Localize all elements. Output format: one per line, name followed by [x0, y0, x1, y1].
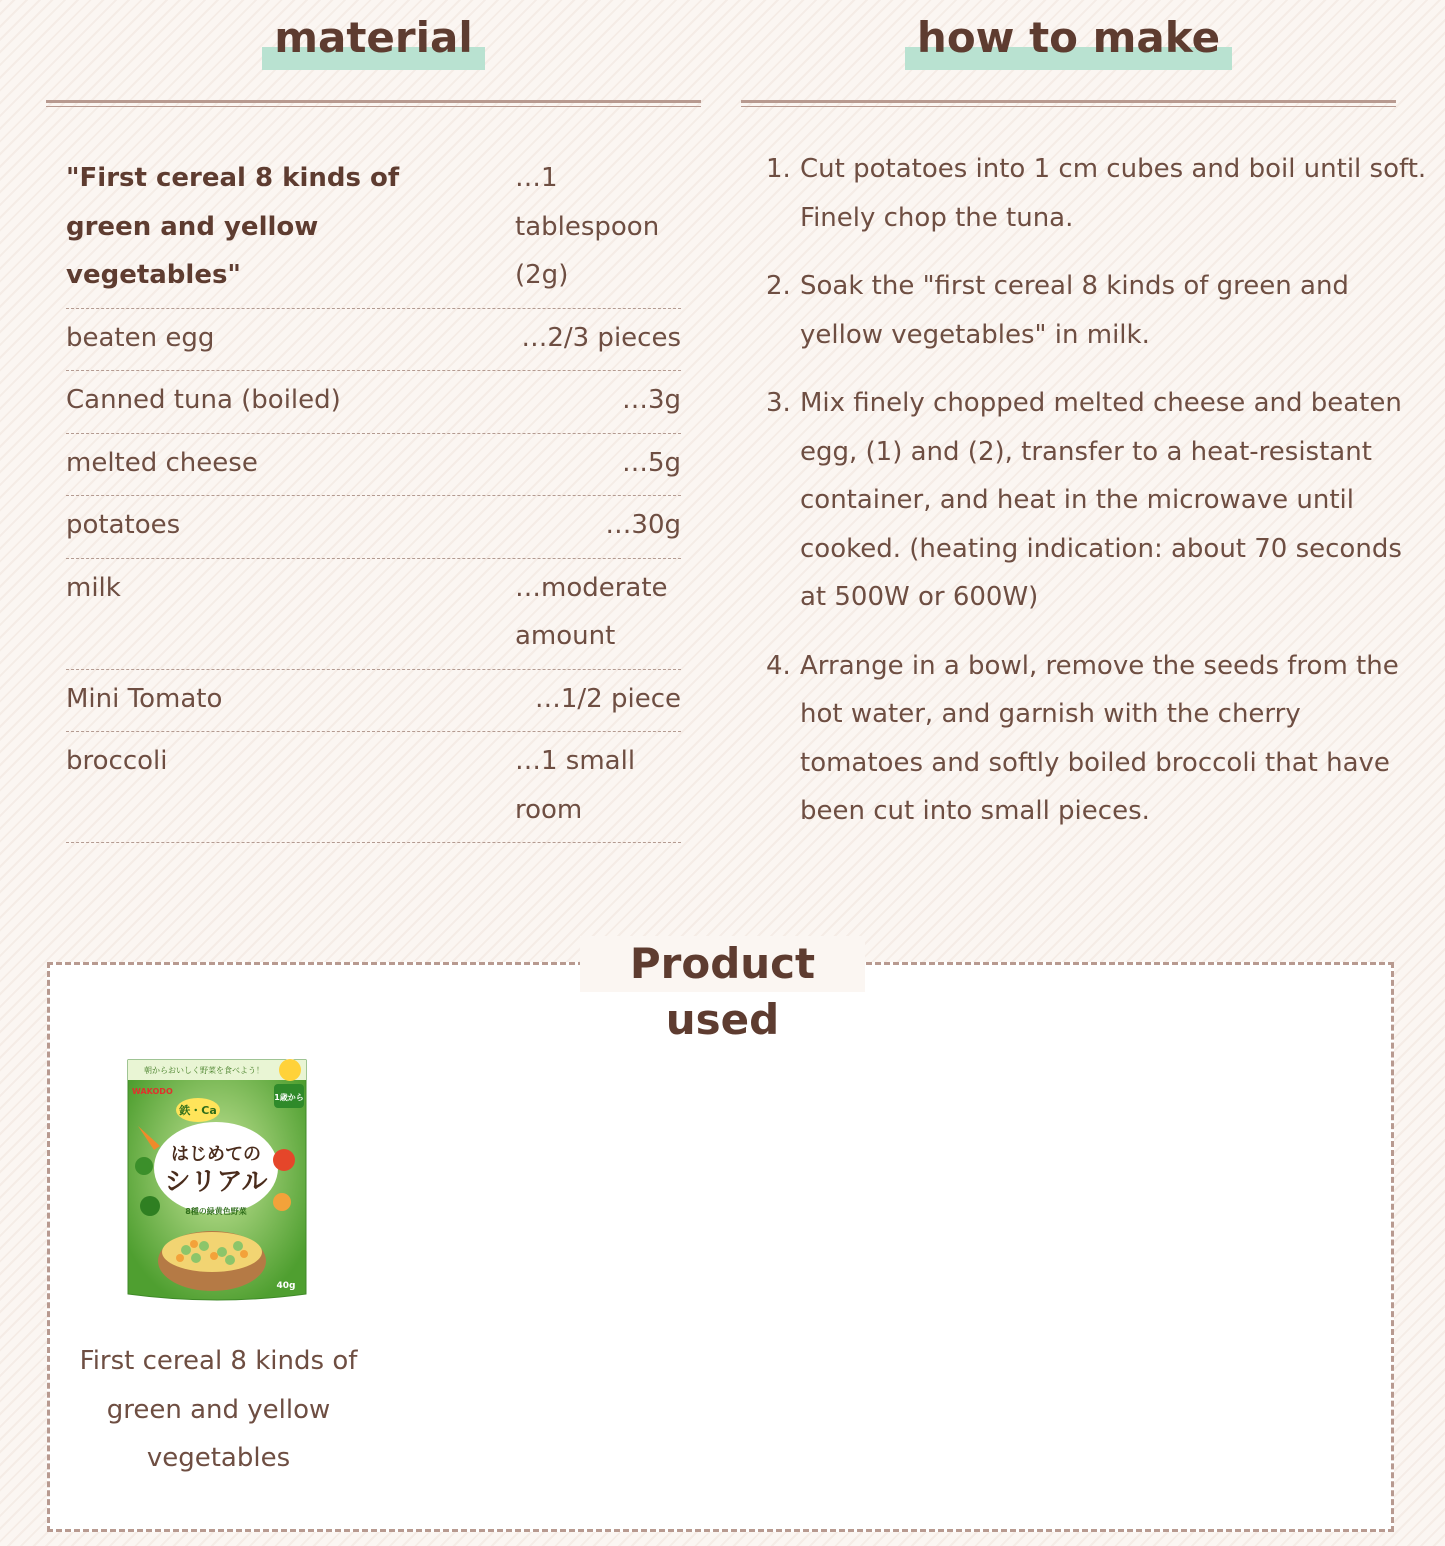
ingredient-quantity: …1 small room	[515, 746, 636, 825]
ingredient-row	[66, 559, 681, 670]
ingredient-row	[66, 670, 681, 733]
how-to-make-heading-wrap	[741, 10, 1396, 70]
ingredient-name: beaten egg	[66, 322, 215, 353]
recipe-step: Cut potatoes into 1 cm cubes and boil until soft. Finely chop the tuna.	[800, 154, 1427, 233]
ingredient-quantity: …30g	[605, 510, 681, 540]
product-image-link[interactable]	[124, 1056, 310, 1304]
ingredient-row	[66, 434, 681, 497]
ingredient-quantity: …5g	[621, 447, 681, 478]
package-weight: 40g	[276, 1281, 296, 1291]
ingredient-name: Canned tuna (boiled)	[66, 385, 341, 415]
material-divider	[46, 100, 701, 107]
product-used-heading: Product used	[580, 936, 865, 992]
ingredient-row	[66, 496, 681, 559]
ingredient-quantity: …1 tablespoon (2g)	[515, 163, 660, 290]
ingredient-name: "First cereal 8 kinds of green and yellow vegetables"	[66, 163, 400, 290]
ingredient-name: potatoes	[66, 510, 181, 540]
package-tagline: 朝からおいしく野菜を食べよう！	[144, 1066, 264, 1075]
ingredient-quantity: …3g	[621, 385, 681, 415]
product-package-image	[124, 1056, 310, 1304]
ingredient-row	[66, 371, 681, 434]
package-title-line2: シリアル	[164, 1167, 268, 1197]
ingredient-row	[66, 309, 681, 372]
package-subtitle: 8種の緑黄色野菜	[185, 1207, 247, 1216]
package-badge-nutrients: 鉄・Ca	[179, 1104, 217, 1117]
ingredient-row	[66, 732, 681, 843]
recipe-step: Arrange in a bowl, remove the seeds from the hot water, and garnish with the cherry tomatoes and softly boiled broccoli that have been cut into small pieces.	[800, 650, 1399, 826]
ingredient-quantity: …2/3 pieces	[521, 322, 681, 353]
material-heading-wrap	[46, 10, 701, 70]
recipe-step: Mix finely chopped melted cheese and beaten egg, (1) and (2), transfer to a heat-resistant container, and heat in the microwave until cooked. (heating indication: about 70 seconds at 500W or 600W)	[800, 388, 1402, 612]
how-to-make-divider	[741, 100, 1396, 107]
ingredient-row	[66, 148, 681, 309]
recipe-steps	[766, 145, 1430, 856]
ingredient-name: Mini Tomato	[66, 683, 223, 714]
recipe-step: Soak the "first cereal 8 kinds of green and yellow vegetables" in milk.	[800, 271, 1349, 350]
how-to-make-heading: how to make	[905, 10, 1232, 70]
material-heading: material	[262, 10, 485, 70]
ingredient-name: melted cheese	[66, 447, 258, 478]
ingredient-name: broccoli	[66, 746, 168, 776]
package-title-line1: はじめての	[171, 1144, 261, 1165]
ingredient-name: milk	[66, 572, 121, 603]
ingredient-quantity: …1/2 piece	[534, 683, 681, 714]
package-badge-age: 1歳から	[274, 1093, 304, 1102]
package-brand: WAKODO	[132, 1087, 173, 1096]
ingredients-table	[66, 148, 681, 843]
product-name-link[interactable]: First cereal 8 kinds of green and yellow vegetables	[79, 1346, 358, 1473]
ingredient-quantity: …moderate amount	[515, 572, 668, 651]
